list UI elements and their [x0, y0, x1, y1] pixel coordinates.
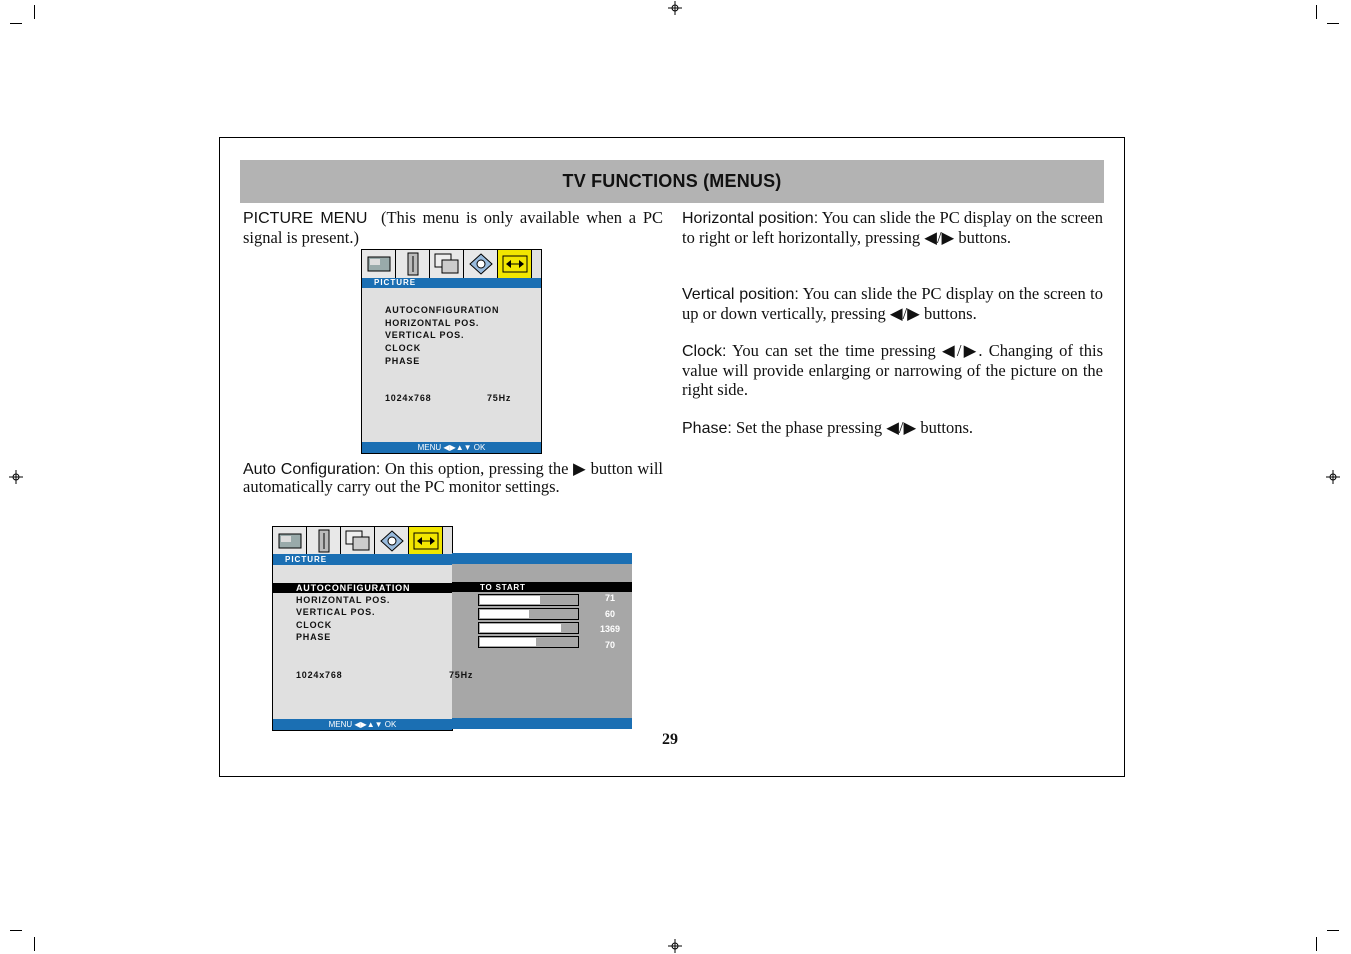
crop-mark	[1316, 937, 1317, 951]
phase-text: Set the phase pressing ◀/▶ buttons.	[735, 418, 974, 437]
clock-paragraph	[682, 341, 1103, 399]
page-title: TV FUNCTIONS (MENUS)	[562, 171, 782, 191]
section-header	[240, 160, 1104, 203]
osd-to-start: TO START	[480, 583, 526, 592]
auto-config-text: On this option, pressing the ▶ button will automatically carry out the PC monitor settings.	[243, 459, 663, 496]
osd-tab-label: PICTURE	[362, 278, 541, 288]
picture-menu-paragraph	[243, 208, 663, 247]
osd-refresh: 75Hz	[487, 393, 512, 403]
windows-icon	[341, 527, 375, 555]
clock-heading: Clock:	[682, 343, 727, 360]
clock-bar	[478, 622, 579, 634]
osd-item-clock: CLOCK	[296, 620, 332, 630]
registration-mark	[668, 1, 682, 15]
auto-config-heading: Auto Configuration:	[243, 461, 381, 478]
osd-tab-label: PICTURE	[273, 554, 452, 565]
monitor-icon	[273, 527, 307, 555]
horizontal-pos-heading: Horizontal position:	[682, 210, 819, 227]
horizontal-pos-text: You can slide the PC display on the screen to right or left horizontally, pressing ◀/▶ buttons.	[682, 208, 1103, 247]
horizontal-pos-bar	[478, 594, 579, 606]
horizontal-pos-paragraph	[682, 208, 1103, 247]
osd-item-phase: PHASE	[385, 356, 421, 366]
phase-heading: Phase:	[682, 420, 732, 437]
osd-item-horizontal: HORIZONTAL POS.	[296, 595, 391, 605]
remote-icon	[396, 250, 430, 278]
crop-mark	[1316, 5, 1317, 19]
arrows-icon	[409, 527, 443, 555]
crop-mark	[1327, 930, 1339, 931]
picture-menu-heading: PICTURE MENU	[243, 210, 368, 227]
osd-icon-row	[362, 250, 532, 278]
horizontal-pos-value: 71	[604, 593, 615, 603]
crop-mark	[34, 937, 35, 951]
registration-mark	[668, 939, 682, 953]
osd-item-autoconfig: AUTOCONFIGURATION	[296, 583, 411, 593]
windows-icon	[430, 250, 464, 278]
registration-mark	[1326, 470, 1340, 484]
osd-value-panel-header	[452, 553, 632, 564]
phase-paragraph	[682, 418, 1103, 438]
osd-item-horizontal: HORIZONTAL POS.	[385, 318, 480, 328]
picture-menu-text: (This menu is only available when a PC signal is present.)	[243, 208, 664, 247]
osd-picture-menu	[361, 249, 542, 454]
arrows-icon	[498, 250, 532, 278]
osd-footer: MENU ◀▶▲▼ OK	[273, 719, 452, 730]
osd-refresh: 75Hz	[449, 670, 474, 680]
bar-fill	[480, 610, 529, 618]
vertical-pos-bar	[478, 608, 579, 620]
diamond-icon	[375, 527, 409, 555]
osd-item-clock: CLOCK	[385, 343, 421, 353]
clock-value: 1369	[599, 624, 621, 634]
vertical-pos-value: 60	[604, 609, 615, 619]
crop-mark	[10, 930, 22, 931]
osd-resolution: 1024x768	[296, 670, 343, 680]
crop-mark	[1327, 23, 1339, 24]
monitor-icon	[362, 250, 396, 278]
osd-picture-menu-expanded	[272, 526, 453, 731]
bar-fill	[480, 624, 561, 632]
bar-fill	[480, 638, 536, 646]
page-number: 29	[662, 731, 678, 748]
osd-footer: MENU ◀▶▲▼ OK	[362, 442, 541, 453]
vertical-pos-paragraph	[682, 284, 1103, 323]
remote-icon	[307, 527, 341, 555]
crop-mark	[10, 23, 22, 24]
registration-mark	[9, 470, 23, 484]
diamond-icon	[464, 250, 498, 278]
osd-item-autoconfig: AUTOCONFIGURATION	[385, 305, 500, 315]
auto-config-paragraph	[243, 460, 663, 495]
vertical-pos-heading: Vertical position:	[682, 286, 799, 303]
osd-icon-row	[273, 527, 443, 555]
osd-action-row	[452, 582, 632, 592]
osd-item-vertical: VERTICAL POS.	[385, 330, 465, 340]
osd-value-panel-footer	[452, 718, 632, 729]
vertical-pos-text: You can slide the PC display on the screen to up or down vertically, pressing ◀/▶ buttons.	[682, 284, 1103, 323]
osd-item-phase: PHASE	[296, 632, 332, 642]
phase-value: 70	[604, 640, 615, 650]
osd-item-vertical: VERTICAL POS.	[296, 607, 376, 617]
clock-text: You can set the time pressing ◀/▶. Changing of this value will provide enlarging or narrowing of the picture on the right side.	[682, 341, 1103, 399]
osd-resolution: 1024x768	[385, 393, 432, 403]
phase-bar	[478, 636, 579, 648]
crop-mark	[34, 5, 35, 19]
bar-fill	[480, 596, 540, 604]
